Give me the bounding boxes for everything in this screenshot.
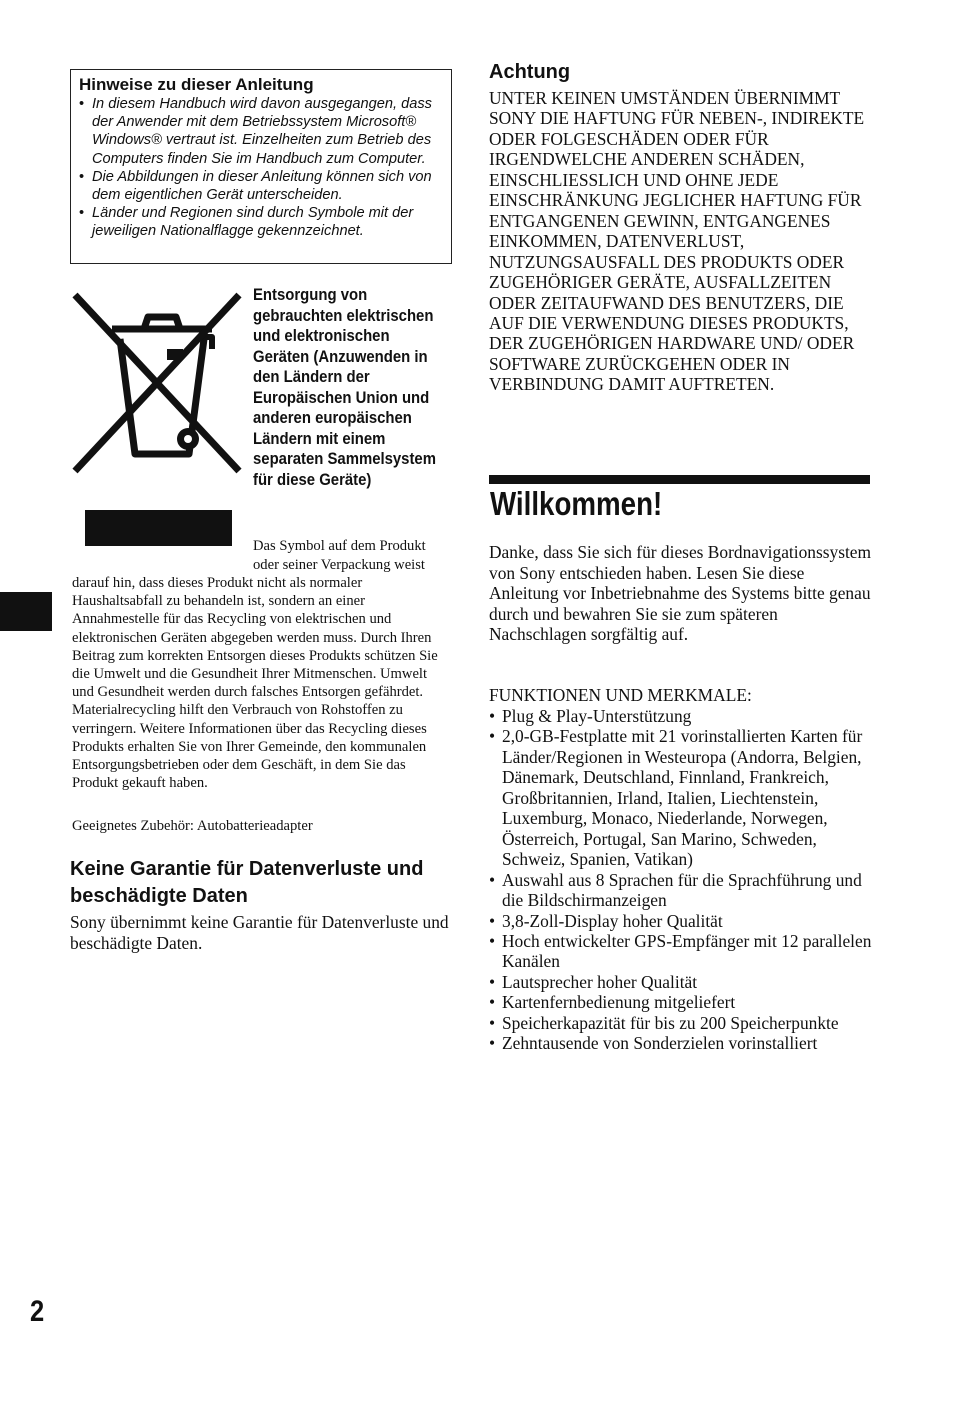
- feature-item: • 2,0-GB-Festplatte mit 21 vorinstallierten Karten für Länder/Regionen in Westeuropa (Andorra, Belgien, Dänemark, Deutschland, Finnland, Frankreich, Großbritannien, Irland, Italien, Liechtenstein, Luxemburg, Monaco, Niederlande, Norwegen, Österreich, Portugal, San Marino, Schweden, Schweiz, Spanien, Vatikan): [489, 726, 874, 869]
- disposal-heading: Entsorgung von gebrauchten elektrischen und elektronischen Geräten (Anzuwenden in den Ländern der Europäischen Union und anderen europäischen Ländern mit einem separaten Sammelsystem für diese Geräte): [253, 286, 436, 489]
- crossed-out-wheelie-bin-icon: [72, 289, 242, 477]
- notice-item: • In diesem Handbuch wird davon ausgegangen, dass der Anwender mit dem Betriebssystem Microsoft® Windows® vertraut ist. Einzelheiten zum Betrieb des Computers finden Sie im Handbuch zum Computer.: [79, 95, 443, 168]
- warranty-heading: Keine Garantie für Datenverluste und beschädigte Daten: [70, 858, 424, 907]
- feature-item: • Plug & Play-Unterstützung: [489, 706, 874, 726]
- feature-list: [489, 706, 874, 1054]
- notice-box: [70, 69, 452, 264]
- feature-item: • Speicherkapazität für bis zu 200 Speicherpunkte: [489, 1013, 874, 1033]
- section-rule: [489, 475, 870, 484]
- features-title: FUNKTIONEN UND MERKMALE:: [489, 685, 752, 705]
- welcome-intro: Danke, dass Sie sich für dieses Bordnavigationssystem von Sony entschieden haben. Lesen Sie diese Anleitung vor Inbetriebnahme des Systems bitte genau durch und bewahren Sie sie zum späteren Nachschlagen sorgfältig auf.: [489, 542, 872, 644]
- disposal-lead-text: Das Symbol auf dem Produkt oder seiner Verpackung weist: [253, 538, 426, 573]
- feature-item: • Lautsprecher hoher Qualität: [489, 972, 874, 992]
- notice-title: Hinweise zu dieser Anleitung: [79, 75, 314, 94]
- feature-item: • Hoch entwickelter GPS-Empfänger mit 12 parallelen Kanälen: [489, 931, 874, 972]
- feature-item: • Zehntausende von Sonderzielen vorinstalliert: [489, 1033, 874, 1053]
- welcome-heading: Willkommen!: [490, 485, 663, 522]
- warranty-body: Sony übernimmt keine Garantie für Datenverluste und beschädigte Daten.: [70, 912, 449, 953]
- achtung-heading: Achtung: [489, 61, 571, 83]
- notice-item: • Die Abbildungen in dieser Anleitung können sich von dem eigentlichen Gerät unterscheiden.: [79, 168, 443, 204]
- feature-item: • Auswahl aus 8 Sprachen für die Sprachführung und die Bildschirmanzeigen: [489, 870, 874, 911]
- feature-item: • 3,8-Zoll-Display hoher Qualität: [489, 911, 874, 931]
- section-tab-marker: [0, 592, 52, 631]
- notice-list: [79, 95, 443, 241]
- feature-item: • Kartenfernbedienung mitgeliefert: [489, 992, 874, 1012]
- symbol-underline-bar: [85, 510, 232, 546]
- disposal-body-text: darauf hin, dass dieses Produkt nicht als normaler Haushaltsabfall zu behandeln ist, sondern an einer Annahmestelle für das Recycling von elektrischen und elektronischen Geräten abgegeben werden muss. Durch Ihren Beitrag zum korrekten Entsorgen dieses Produkts schützen Sie die Umwelt und die Gesundheit Ihrer Mitmenschen. Umwelt und Gesundheit werden durch falsches Entsorgen gefährdet. Materialrecycling hilft den Verbrauch von Rohstoffen zu verringern. Weitere Informationen über das Recycling dieses Produkts erhalten Sie von Ihrer Gemeinde, den kommunalen Entsorgungsbetrieben oder dem Geschäft, in dem Sie das Produkt gekauft haben.: [72, 575, 438, 792]
- page-number: 2: [30, 1295, 45, 1328]
- achtung-body: UNTER KEINEN UMSTÄNDEN ÜBERNIMMT SONY DIE HAFTUNG FÜR NEBEN-, INDIREKTE ODER FOLGESCHÄDEN ODER FÜR IRGENDWELCHE ANDEREN SCHÄDEN, EINSCHLIESSLICH UND OHNE JEDE EINSCHRÄNKUNG JEGLICHER HAFTUNG FÜR ENTGANGENEN GEWINN, ENTGANGENES EINKOMMEN, DATENVERLUST, NUTZUNGSAUSFALL DES PRODUKTS ODER ZUGEHÖRIGER GERÄTE, AUSFALLZEITEN ODER ZEITAUFWAND DES BENUTZERS, DIE AUF DIE VERWENDUNG DIESES PRODUKTS, DER ZUGEHÖRIGEN HARDWARE UND/ ODER SOFTWARE ZURÜCKGEHEN ODER IN VERBINDUNG DAMIT AUFTRETEN.: [489, 88, 865, 395]
- notice-item: • Länder und Regionen sind durch Symbole mit der jeweiligen Nationalflagge gekennzeichnet.: [79, 204, 443, 240]
- accessory-note: Geeignetes Zubehör: Autobatterieadapter: [72, 818, 313, 834]
